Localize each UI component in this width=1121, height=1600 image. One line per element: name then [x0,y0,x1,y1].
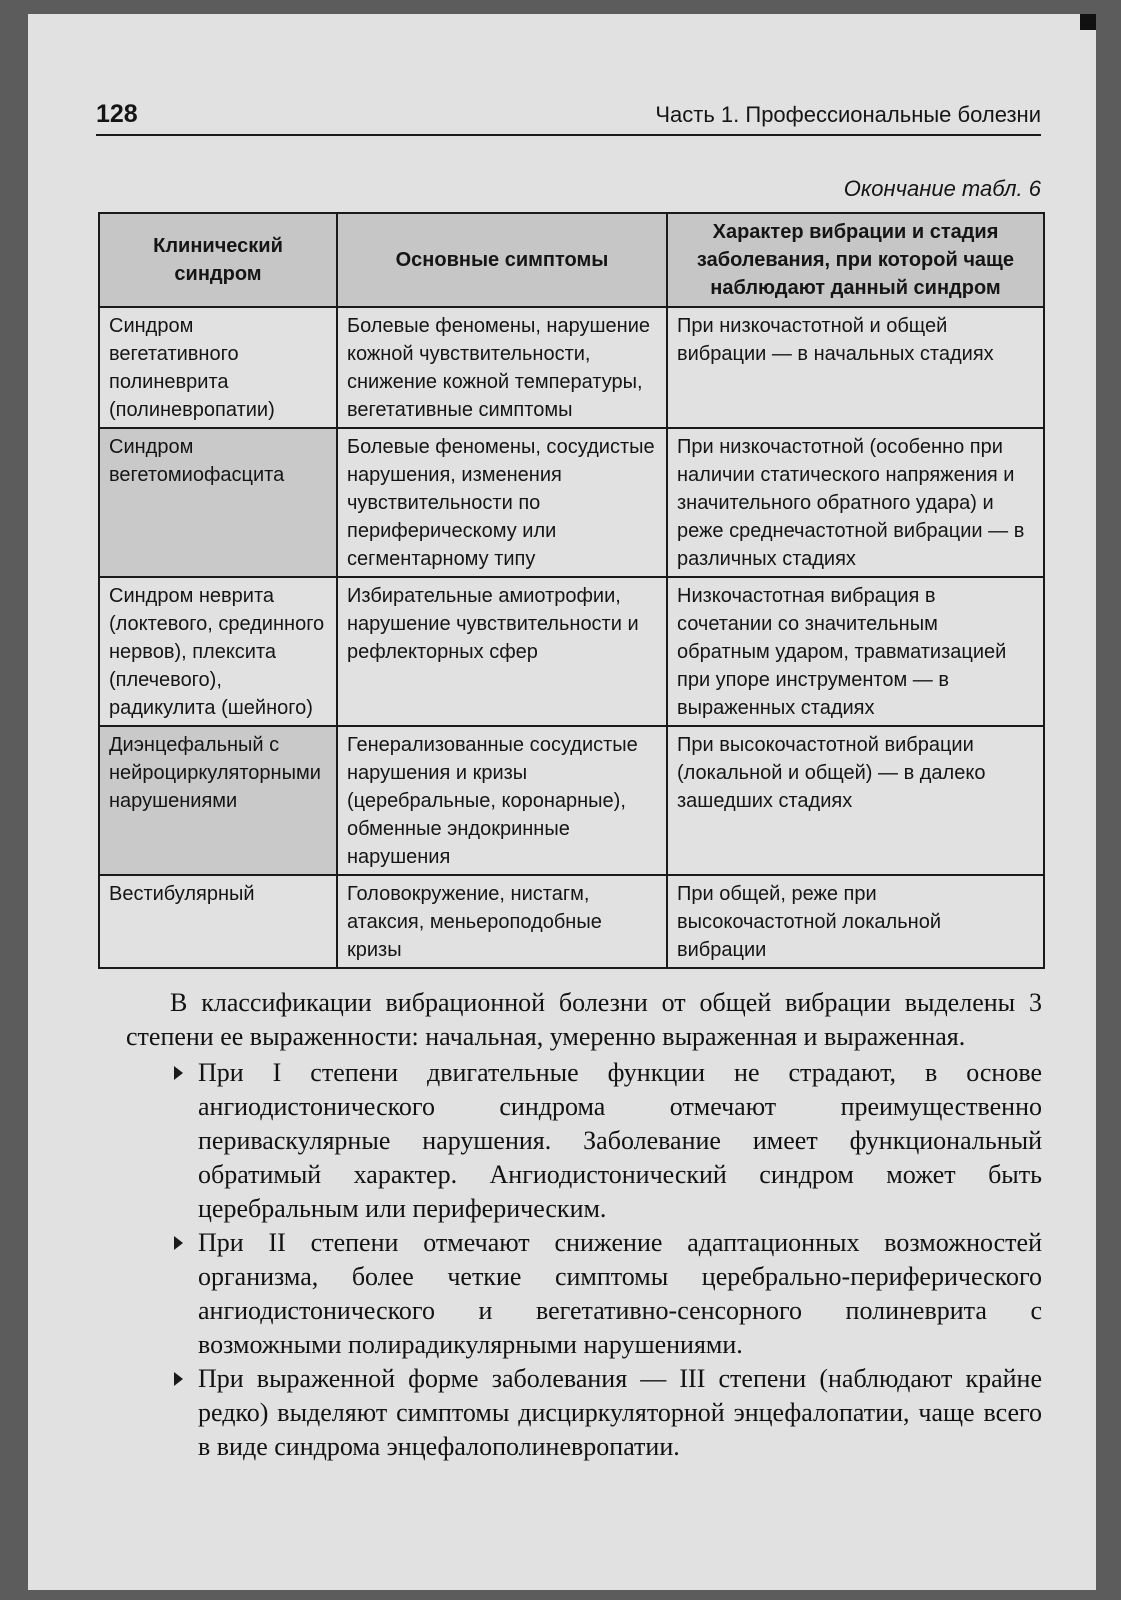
cell-vibration: При низкочастотной (особенно при наличии статического напряжения и значительного обратного удара) и реже среднечастотной вибрации — в различных стадиях [667,428,1044,577]
list-item-text: При I степени двигательные функции не страдают, в основе ангиодистонического синдрома отмечают преимущественно периваскулярные нарушения. Заболевание имеет функциональный обратимый характер. Ангиодистонический синдром может быть церебральным или периферическим. [198,1058,1042,1223]
table-continuation-label: Окончание табл. 6 [843,176,1041,201]
cell-syndrome: Синдром неврита (локтевого, срединного нервов), плексита (плечевого), радикулита (шейного) [99,577,337,726]
list-item-text: При II степени отмечают снижение адаптационных возможностей организма, более четкие симптомы церебрально-периферического ангиодистонического и вегетативно-сенсорного полиневрита с возможными полирадикулярными нарушениями. [198,1228,1042,1359]
table-row [99,875,1044,968]
intro-paragraph: В классификации вибрационной болезни от общей вибрации выделены 3 степени ее выраженности: начальная, умеренно выраженная и выраженная. [126,988,1042,1051]
column-header-symptoms: Основные симптомы [337,213,667,307]
cell-vibration: При высокочастотной вибрации (локальной и общей) — в далеко зашедших стадиях [667,726,1044,875]
cell-symptoms: Болевые феномены, нарушение кожной чувствительности, снижение кожной температуры, вегетативные симптомы [337,307,667,428]
degree-list [126,1056,1042,1464]
list-item-text: При выраженной форме заболевания — III степени (наблюдают крайне редко) выделяют симптомы дисциркуляторной энцефалопатии, чаще всего в виде синдрома энцефалополиневропатии. [198,1364,1042,1461]
cell-vibration: Низкочастотная вибрация в сочетании со значительным обратным ударом, травматизацией при упоре инструментом — в выраженных стадиях [667,577,1044,726]
corner-mark [1080,14,1096,30]
cell-vibration: При низкочастотной и общей вибрации — в начальных стадиях [667,307,1044,428]
triangle-bullet-icon [174,1236,183,1250]
list-item [126,1226,1042,1362]
cell-syndrome: Диэнцефальный с нейроциркуляторными нарушениями [99,726,337,875]
cell-symptoms: Головокружение, нистагм, атаксия, меньероподобные кризы [337,875,667,968]
table-row [99,577,1044,726]
table-header-row [99,213,1044,307]
page-header [96,90,1041,136]
cell-vibration: При общей, реже при высокочастотной локальной вибрации [667,875,1044,968]
syndrome-table [98,212,1045,969]
cell-symptoms: Болевые феномены, сосудистые нарушения, изменения чувствительности по периферическому или сегментарному типу [337,428,667,577]
cell-symptoms: Генерализованные сосудистые нарушения и кризы (церебральные, коронарные), обменные эндокринные нарушения [337,726,667,875]
triangle-bullet-icon [174,1372,183,1386]
cell-symptoms: Избирательные амиотрофии, нарушение чувствительности и рефлекторных сфер [337,577,667,726]
page-number: 128 [96,100,138,128]
list-item [126,1056,1042,1226]
cell-syndrome: Синдром вегетативного полиневрита (полиневропатии) [99,307,337,428]
column-header-vibration: Характер вибрации и стадия заболевания, при которой чаще наблюдают данный синдром [667,213,1044,307]
book-page [28,14,1096,1590]
cell-syndrome: Вестибулярный [99,875,337,968]
table-row [99,307,1044,428]
table-row [99,726,1044,875]
running-head: Часть 1. Профессиональные болезни [655,102,1041,127]
list-item [126,1362,1042,1464]
cell-syndrome: Синдром вегетомиофасцита [99,428,337,577]
column-header-syndrome: Клинический синдром [99,213,337,307]
body-text [126,986,1042,1464]
triangle-bullet-icon [174,1066,183,1080]
table-row [99,428,1044,577]
